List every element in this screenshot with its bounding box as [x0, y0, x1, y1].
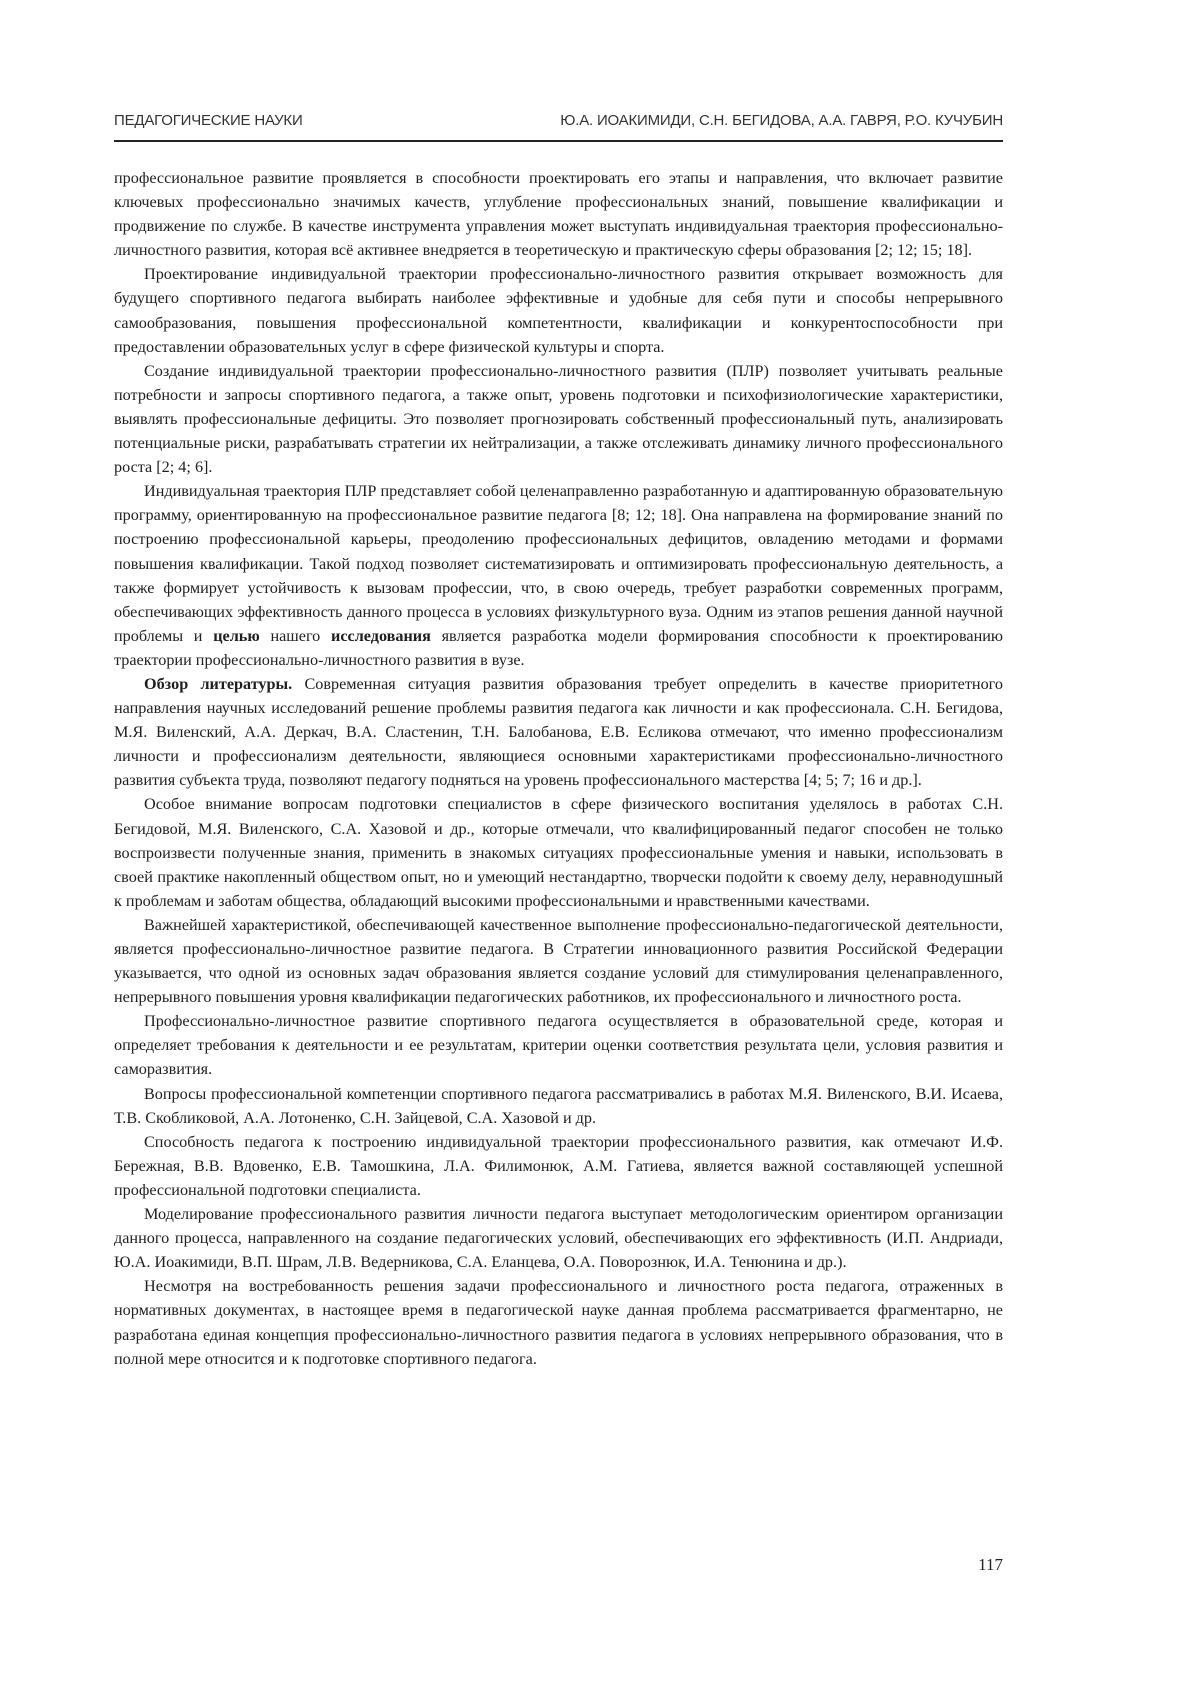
- page-number: 117: [978, 1555, 1003, 1574]
- paragraph: Моделирование профессионального развития личности педагога выступает методологическим ориентиром организации данного процесса, направленного на создание педагогических условий, обеспечивающих его эффективность (И.П. Андриади, Ю.А. Иоакимиди, В.П. Шрам, Л.В. Ведерникова, С.А. Еланцева, О.А. Поворознюк, И.А. Тенюнина и др.).: [114, 1205, 1003, 1272]
- journal-section: ПЕДАГОГИЧЕСКИЕ НАУКИ: [114, 112, 303, 129]
- paragraph: Проектирование индивидуальной траектории профессионально-личностного развития открывает возможность для будущего спортивного педагога выбирать наиболее эффективные и удобные для себя пути и способы непрерывного самообразования, повышения профессиональной компетентности, квалификации и конкурентоспособности при предоставлении образовательных услуг в сфере физической культуры и спорта.: [114, 265, 1003, 356]
- bold-term-goal: целью: [213, 626, 260, 645]
- bold-term-research: исследования: [331, 626, 431, 645]
- paragraph: [114, 479, 1003, 672]
- paragraph: профессиональное развитие проявляется в способности проектировать его этапы и направления, что включает развитие ключевых профессионально значимых качеств, углубление профессиональных знаний, повышение квалификации и продвижение по службе. В качестве инструмента управления может выступать индивидуальная траектория профессионально-личностного развития, которая всё активнее внедряется в теоретическую и практическую сферы образования [2; 12; 15; 18].: [114, 169, 1003, 260]
- article-body: [114, 166, 1003, 1371]
- paragraph: [114, 672, 1003, 792]
- paragraph: Важнейшей характеристикой, обеспечивающей качественное выполнение профессионально-педагогической деятельности, является профессионально-личностное развитие педагога. В Стратегии инновационного развития Российской Федерации указывается, что одной из основных задач образования является создание условий для стимулирования целенаправленного, непрерывного повышения уровня квалификации педагогических работников, их профессионального и личностного роста.: [114, 915, 1003, 1007]
- paragraph: Вопросы профессиональной компетенции спортивного педагога рассматривались в работах М.Я. Виленского, В.И. Исаева, Т.В. Скобликовой, А.А. Лотоненко, С.Н. Зайцевой, С.А. Хазовой и др.: [114, 1084, 1003, 1127]
- article-authors: Ю.А. ИОАКИМИДИ, С.Н. БЕГИДОВА, А.А. ГАВРЯ, Р.О. КУЧУБИН: [560, 112, 1003, 129]
- paragraph: Несмотря на востребованность решения задачи профессионального и личностного роста педагога, отраженных в нормативных документах, в настоящее время в педагогической науке данная проблема рассматривается фрагментарно, не разработана единая концепция профессионально-личностного развития педагога в условиях непрерывного образования, что в полной мере относится и к подготовке спортивного педагога.: [114, 1277, 1003, 1368]
- running-header: [114, 110, 1003, 142]
- paragraph: Профессионально-личностное развитие спортивного педагога осуществляется в образовательной среде, которая и определяет требования к деятельности и ее результатам, критерии оценки соответствия результата цели, условия развития и саморазвития.: [114, 1012, 1003, 1079]
- paragraph: Создание индивидуальной траектории профессионально-личностного развития (ПЛР) позволяет учитывать реальные потребности и запросы спортивного педагога, а также опыт, уровень подготовки и психофизиологические характеристики, выявлять профессиональные дефициты. Это позволяет прогнозировать собственный профессиональный путь, анализировать потенциальные риски, разрабатывать стратегии их нейтрализации, а также отслеживать динамику личного профессионального роста [2; 4; 6].: [114, 361, 1003, 477]
- paragraph-text: нашего: [259, 626, 331, 645]
- paragraph: Особое внимание вопросам подготовки специалистов в сфере физического воспитания уделялось в работах С.Н. Бегидовой, М.Я. Виленского, С.А. Хазовой и др., которые отмечали, что квалифицированный педагог способен не только воспроизвести полученные знания, применить в знакомых ситуациях профессиональные умения и навыки, использовать в своей практике накопленный обществом опыт, но и умеющий нестандартно, творчески подойти к своему делу, неравнодушный к проблемам и заботам общества, обладающий высокими профессиональными и нравственными качествами.: [114, 795, 1003, 910]
- paragraph-text: Современная ситуация развития образования требует определить в качестве приоритетного направления научных исследований решение проблемы развития педагога как личности и как профессионала. С.Н. Бегидова, М.Я. Виленский, А.А. Деркач, В.А. Сластенин, Т.Н. Балобанова, Е.В. Есликова отмечают, что именно профессионализм личности и профессионализм деятельности, являющиеся основными характеристиками профессионально-личностного развития субъекта труда, позволяют педагогу подняться на уровень профессионального мастерства [4; 5; 7; 16 и др.].: [114, 674, 1003, 790]
- paragraph-text: Индивидуальная траектория ПЛР представляет собой целенаправленно разработанную и адаптированную образовательную программу, ориентированную на профессиональное развитие педагога [8; 12; 18]. Она направлена на формирование знаний по построению профессиональной карьеры, преодолению профессиональных дефицитов, овладению методами и формами повышения квалификации. Такой подход позволяет систематизировать и оптимизировать профессиональную деятельность, а также формирует устойчивость к вызовам профессии, что, в свою очередь, требует разработки современных программ, обеспечивающих эффективность данного процесса в условиях физкультурного вуза. Одним из этапов решения данной научной проблемы и: [114, 482, 1003, 645]
- paragraph: Способность педагога к построению индивидуальной траектории профессионального развития, как отмечают И.Ф. Бережная, В.В. Вдовенко, Е.В. Тамошкина, Л.А. Филимонюк, А.М. Гатиева, является важной составляющей успешной профессиональной подготовки специалиста.: [114, 1132, 1003, 1199]
- paragraph-text: является разработка модели формирования способности к проектированию траектории профессионально-личностного развития в вузе.: [114, 626, 1003, 669]
- section-heading-literature-review: Обзор литературы.: [144, 674, 293, 693]
